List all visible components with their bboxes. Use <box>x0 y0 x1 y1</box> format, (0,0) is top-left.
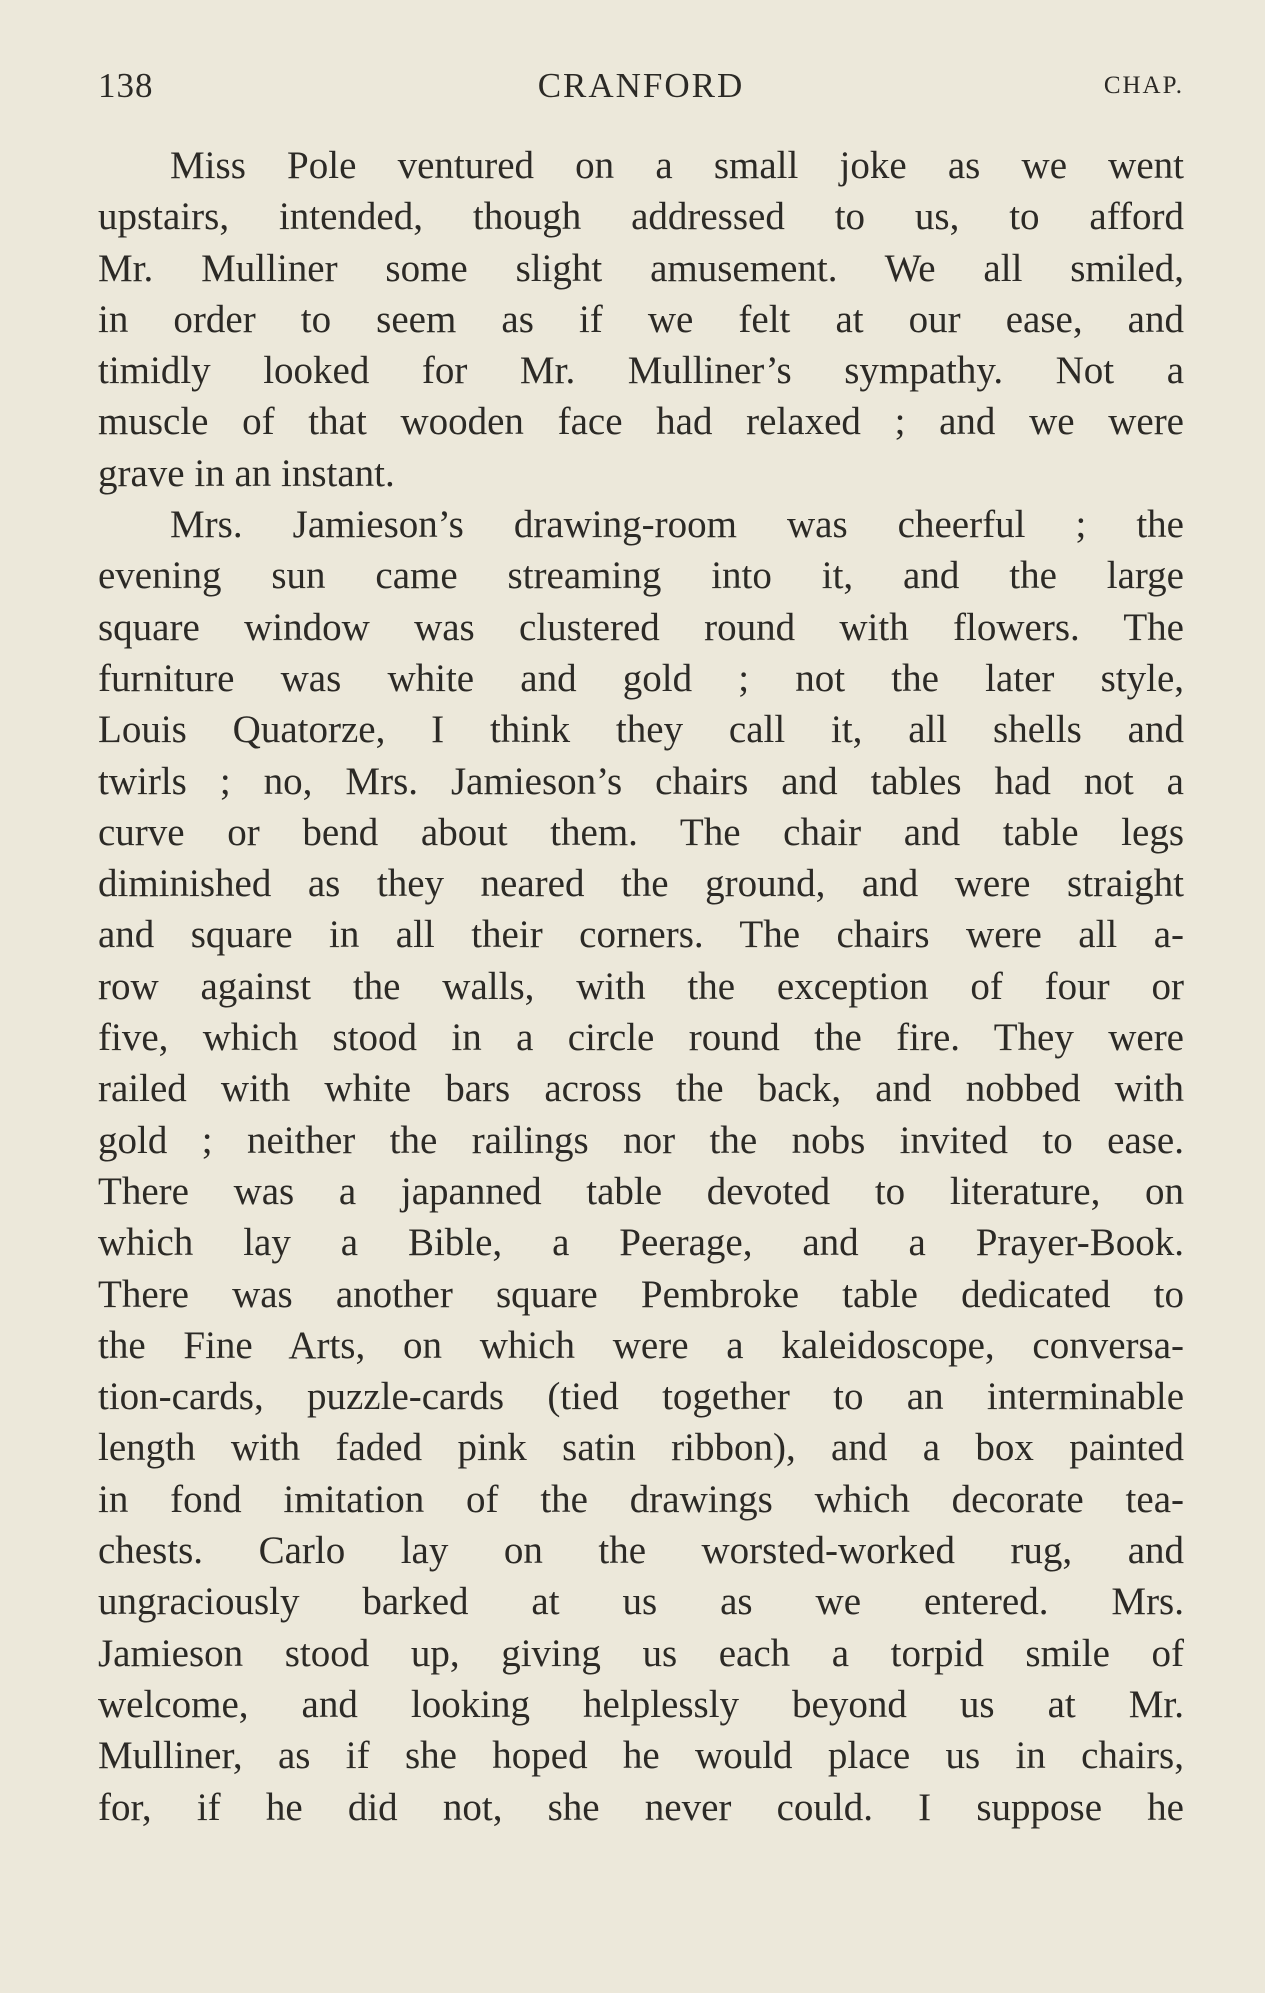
text-line: Mrs. Jamieson’s drawing-room was cheerful ; the <box>170 503 1184 547</box>
text-line: timidly looked for Mr. Mulliner’s sympathy. Not a <box>98 349 1184 393</box>
text-line: Jamieson stood up, giving us each a torpid smile of <box>98 1631 1184 1675</box>
text-line: in fond imitation of the drawings which decorate tea- <box>98 1477 1184 1521</box>
body-text <box>98 140 1184 1833</box>
text-line: evening sun came streaming into it, and the large <box>98 554 1184 598</box>
paragraph <box>98 499 1184 1833</box>
text-line: Miss Pole ventured on a small joke as we went <box>170 144 1184 187</box>
text-line: welcome, and looking helplessly beyond us at Mr. <box>98 1682 1184 1726</box>
text-line: upstairs, intended, though addressed to us, to afford <box>98 195 1184 239</box>
text-line: furniture was white and gold ; not the later style, <box>98 656 1184 700</box>
text-line: square window was clustered round with flowers. The <box>98 605 1184 649</box>
text-line: Mr. Mulliner some slight amusement. We all smiled, <box>98 246 1184 290</box>
text-line: twirls ; no, Mrs. Jamieson’s chairs and tables had not a <box>98 759 1184 803</box>
text-line: chests. Carlo lay on the worsted-worked rug, and <box>98 1529 1184 1573</box>
text-line: There was another square Pembroke table dedicated to <box>98 1272 1184 1316</box>
text-line: for, if he did not, she never could. I suppose he <box>98 1785 1184 1829</box>
book-title: CRANFORD <box>537 66 745 105</box>
text-line: Mulliner, as if she hoped he would place us in chairs, <box>98 1734 1184 1778</box>
text-line: which lay a Bible, a Peerage, and a Prayer-Book. <box>98 1221 1184 1265</box>
text-line: row against the walls, with the exception of four or <box>98 964 1184 1008</box>
text-line: Louis Quatorze, I think they call it, all shells and <box>98 708 1184 752</box>
page-number: 138 <box>98 66 154 105</box>
text-line: railed with white bars across the back, and nobbed with <box>98 1067 1184 1111</box>
text-line: There was a japanned table devoted to literature, on <box>98 1169 1184 1213</box>
chapter-mark: CHAP. <box>1103 72 1184 99</box>
text-line: diminished as they neared the ground, and were straight <box>98 862 1184 906</box>
running-head <box>98 64 1184 112</box>
text-line: grave in an instant. <box>98 451 395 495</box>
text-line: length with faded pink satin ribbon), and a box painted <box>98 1426 1184 1470</box>
text-line: tion-cards, puzzle-cards (tied together to an interminable <box>98 1375 1184 1419</box>
text-line: ungraciously barked at us as we entered. Mrs. <box>98 1580 1184 1624</box>
text-line: muscle of that wooden face had relaxed ; and we were <box>98 400 1184 444</box>
text-line: and square in all their corners. The chairs were all a- <box>98 913 1184 957</box>
text-line: in order to seem as if we felt at our ease, and <box>98 297 1184 341</box>
text-line: curve or bend about them. The chair and table legs <box>98 810 1184 854</box>
text-line: the Fine Arts, on which were a kaleidoscope, conversa- <box>98 1323 1184 1367</box>
text-line: gold ; neither the railings nor the nobs invited to ease. <box>98 1118 1184 1162</box>
text-line: five, which stood in a circle round the fire. They were <box>98 1016 1184 1060</box>
paragraph <box>98 140 1184 499</box>
